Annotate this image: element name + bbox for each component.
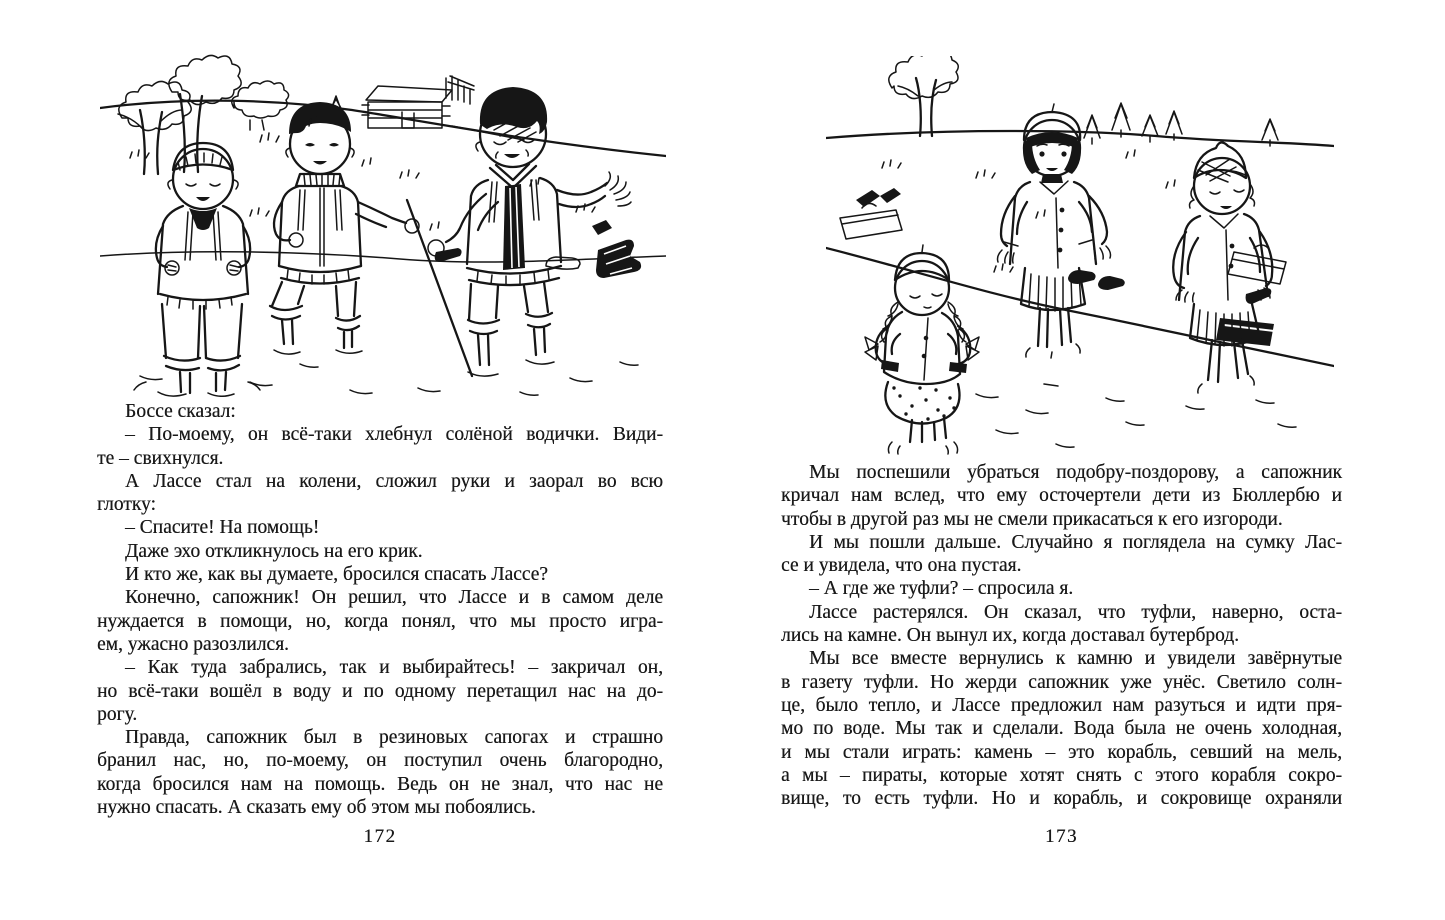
paragraph: [97, 726, 663, 819]
text-line: глотку:: [97, 494, 156, 516]
paragraph: [97, 423, 663, 470]
paragraph: [97, 540, 663, 563]
text-line: – А где же туфли? – спросила я.: [809, 578, 1074, 600]
text-line: и мы стали играть: камень – это корабль, севший на мель,: [781, 741, 1342, 763]
page-number-left: 172: [363, 826, 397, 847]
text-line: Лассе растерялся. Он сказал, что туфли, наверно, оста-: [809, 601, 1342, 623]
boy-left: [134, 143, 260, 396]
text-line: це, было тепло, и Лассе предложил нам разуться и идти пря-: [781, 694, 1342, 716]
text-line: те – свихнулся.: [97, 447, 224, 469]
text-line: лись на камне. Он вынул их, когда доставал бутерброд.: [781, 625, 1239, 647]
text-line: Мы все вместе вернулись к камню и увидели завёрнутые: [809, 648, 1342, 670]
satchel-and-shoes-left: [840, 188, 902, 239]
text-line: а мы – пираты, которые хотят снять с этого корабля сокро-: [781, 764, 1342, 786]
paragraph: [781, 531, 1342, 578]
page-left-text: [97, 400, 663, 819]
shoes-on-shore: [435, 220, 641, 278]
text-line: мо по воде. Мы так и сделали. Вода была не очень холодная,: [781, 718, 1342, 740]
paragraph: [97, 656, 663, 726]
text-line: Конечно, сапожник! Он решил, что Лассе и в самом деле: [125, 587, 663, 609]
girl-right: [1173, 142, 1272, 393]
text-line: вище, то есть туфли. Но и корабль, и сокровище охраняли: [781, 788, 1342, 810]
text-line: чтобы в другой раз мы не смели прикасаться к его изгороди.: [781, 508, 1283, 530]
boy-middle: [270, 102, 419, 354]
text-line: Мы поспешили убраться подобру-поздорову, а сапожник: [809, 462, 1342, 483]
paragraph: [97, 470, 663, 517]
illustration-girls-wading: [826, 56, 1334, 458]
text-line: в газету туфли. Но жерди сапожник уже унёс. Светило солн-: [781, 671, 1342, 693]
text-line: Даже эхо откликнулось на его крик.: [125, 540, 423, 562]
paragraph: [781, 647, 1342, 810]
text-line: рогу.: [97, 703, 138, 725]
girl-middle: [998, 104, 1111, 358]
paragraph: [97, 400, 663, 423]
paragraph: [97, 586, 663, 656]
page-number-right: 173: [1045, 826, 1078, 847]
text-line: Правда, сапожник был в резиновых сапогах и страшно: [125, 727, 663, 749]
water-ripples: [976, 384, 1296, 447]
text-line: бранил нас, но, по-моему, он поступил очень благородно,: [97, 750, 663, 772]
text-line: – По-моему, он всё-таки хлебнул солёной водички. Види-: [125, 424, 663, 446]
water-ripples: [140, 362, 638, 395]
walking-stick: [407, 200, 472, 376]
text-line: когда бросился нам на помощь. Ведь он не знал, что нас не: [97, 773, 663, 795]
paragraph: [97, 516, 663, 539]
shoes-center: [1068, 270, 1125, 290]
paragraph: [97, 563, 663, 586]
text-line: А Лассе стал на колени, сложил руки и заорал во всю: [125, 470, 663, 492]
text-line: ем, ужасно разозлился.: [97, 633, 289, 655]
text-line: се и увидела, что она пустая.: [781, 555, 1022, 577]
paragraph: [781, 461, 1342, 531]
meadow-and-horizon: [100, 101, 666, 262]
text-line: И кто же, как вы думаете, бросился спасать Лассе?: [125, 564, 548, 586]
paragraph: [781, 577, 1342, 600]
text-line: И мы пошли дальше. Случайно я поглядела на сумку Лас-: [809, 531, 1342, 553]
page-right-text: [781, 461, 1342, 810]
text-line: Боссе сказал:: [125, 401, 236, 422]
text-line: но всё-таки вошёл в воду и по одному перетащил нас на до-: [97, 680, 663, 702]
girl-front-left: [865, 245, 979, 454]
paragraph: [781, 601, 1342, 648]
text-line: – Как туда забрались, так и выбирайтесь! – закричал он,: [125, 657, 663, 679]
text-line: кричал нам вслед, что ему осточертели дети из Бюллербю и: [781, 485, 1342, 507]
illustration-boys-wading: [100, 44, 666, 397]
text-line: – Спасите! На помощь!: [125, 517, 320, 539]
text-line: нуждается в помощи, но, когда понял, что мы просто игра-: [97, 610, 663, 632]
text-line: нужно спасать. А сказать ему об этом мы побоялись.: [97, 797, 536, 819]
